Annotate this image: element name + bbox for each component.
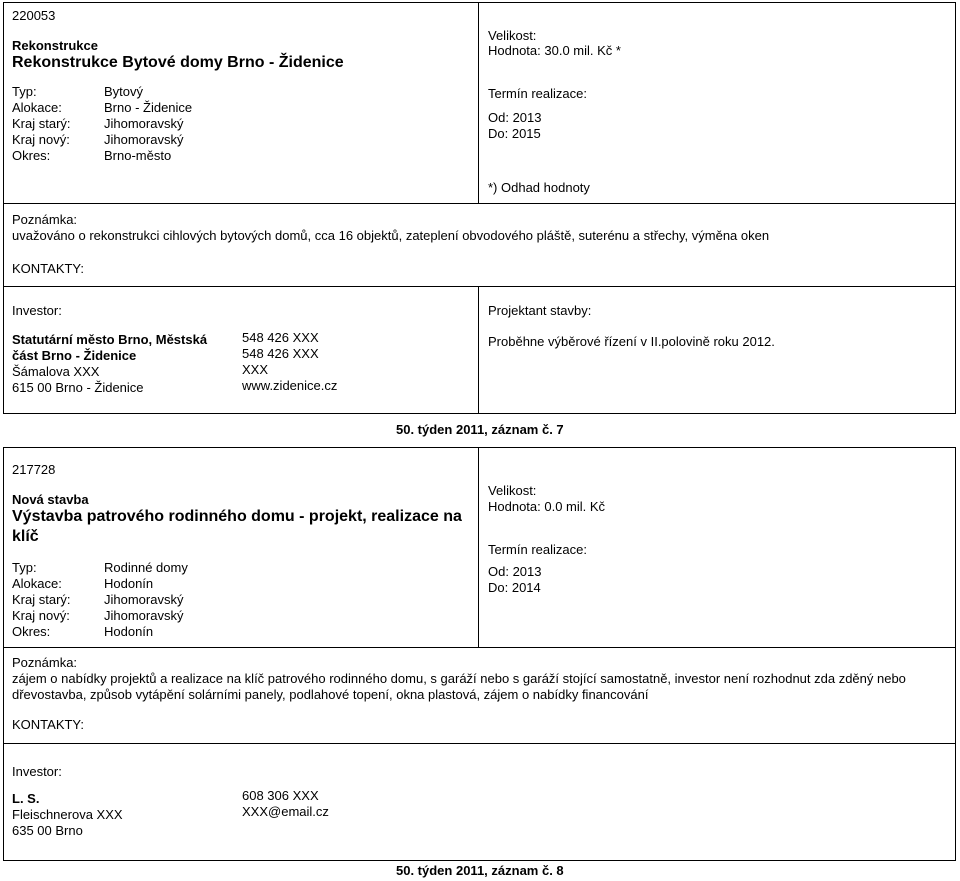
contacts-label: KONTAKTY: bbox=[12, 717, 84, 732]
size-label: Velikost: bbox=[488, 28, 537, 43]
note-text: zájem o nabídky projektů a realizace na klíč patrového rodinného domu, s garáží nebo s garáží stojící samostatně, investor není rozhodnut zda zděný nebo dřevostavba, způsob vytápění solárními panely, podlahové topení, okna plastová, zájem o nabídky financování bbox=[12, 671, 906, 702]
record-footer: 50. týden 2011, záznam č. 8 bbox=[396, 863, 564, 878]
field-value: Jihomoravský bbox=[104, 592, 184, 607]
record-1-header-divider bbox=[3, 203, 956, 204]
field-value: Hodonín bbox=[104, 624, 154, 639]
field-label: Alokace: bbox=[12, 100, 62, 115]
field-value: Brno-město bbox=[104, 148, 172, 163]
investor-label: Investor: bbox=[12, 303, 62, 318]
note-text: uvažováno o rekonstrukci cihlových bytových domů, cca 16 objektů, zateplení obvodového pláště, suterénu a střechy, výměna oken bbox=[12, 228, 770, 243]
field-row-kraj-stary bbox=[12, 592, 188, 608]
record-id: 220053 bbox=[12, 8, 56, 23]
investor-contact-info bbox=[242, 788, 329, 820]
investor-name: část Brno - Židenice bbox=[12, 348, 137, 363]
investor-street: Šámalova XXX bbox=[12, 364, 100, 379]
field-value: Hodonín bbox=[104, 576, 154, 591]
size-label: Velikost: bbox=[488, 483, 537, 498]
investor-email-link[interactable]: XXX@email.cz bbox=[242, 804, 329, 819]
record-id: 217728 bbox=[12, 462, 56, 477]
estimate-note: *) Odhad hodnoty bbox=[488, 180, 590, 195]
field-value: Jihomoravský bbox=[104, 608, 184, 623]
record-fields bbox=[12, 84, 192, 164]
note-label: Poznámka: bbox=[12, 655, 78, 670]
investor-address bbox=[12, 332, 207, 396]
field-row-kraj-stary bbox=[12, 116, 192, 132]
record-category: Rekonstrukce bbox=[12, 38, 98, 53]
investor-name: L. S. bbox=[12, 791, 40, 806]
designer-text: Proběhne výběrové řízení v II.polovině roku 2012. bbox=[488, 334, 775, 349]
investor-phone: 548 426 XXX bbox=[242, 346, 319, 361]
investor-phone: 608 306 XXX bbox=[242, 788, 319, 803]
investor-city: 615 00 Brno - Židenice bbox=[12, 380, 144, 395]
record-2-col-divider-top bbox=[478, 447, 479, 647]
field-row-okres bbox=[12, 624, 188, 640]
field-row-alokace bbox=[12, 576, 188, 592]
term-from: Od: 2013 bbox=[488, 110, 542, 125]
field-label: Kraj starý: bbox=[12, 116, 71, 131]
investor-fax: XXX bbox=[242, 362, 269, 377]
contacts-label: KONTAKTY: bbox=[12, 261, 84, 276]
investor-contact-info bbox=[242, 330, 337, 394]
record-2-header-divider bbox=[3, 647, 956, 648]
size-value: Hodnota: 30.0 mil. Kč * bbox=[488, 43, 621, 58]
field-row-alokace bbox=[12, 100, 192, 116]
term-label: Termín realizace: bbox=[488, 542, 587, 557]
field-label: Kraj nový: bbox=[12, 132, 70, 147]
record-footer: 50. týden 2011, záznam č. 7 bbox=[396, 422, 564, 437]
field-label: Okres: bbox=[12, 624, 51, 639]
size-value: Hodnota: 0.0 mil. Kč bbox=[488, 499, 606, 514]
field-label: Alokace: bbox=[12, 576, 62, 591]
term-to: Do: 2014 bbox=[488, 580, 541, 595]
field-value: Jihomoravský bbox=[104, 132, 184, 147]
field-value: Jihomoravský bbox=[104, 116, 184, 131]
investor-city: 635 00 Brno bbox=[12, 823, 83, 838]
record-1-col-divider-contacts bbox=[478, 286, 479, 414]
field-row-typ bbox=[12, 84, 192, 100]
record-1-col-divider-top bbox=[478, 2, 479, 203]
record-category: Nová stavba bbox=[12, 492, 89, 507]
field-label: Okres: bbox=[12, 148, 51, 163]
investor-name: Statutární město Brno, Městská bbox=[12, 332, 208, 347]
note-label: Poznámka: bbox=[12, 212, 78, 227]
field-row-typ bbox=[12, 560, 188, 576]
investor-address bbox=[12, 791, 123, 839]
investor-label: Investor: bbox=[12, 764, 62, 779]
field-row-okres bbox=[12, 148, 192, 164]
designer-label: Projektant stavby: bbox=[488, 303, 592, 318]
field-row-kraj-novy bbox=[12, 608, 188, 624]
investor-phone: 548 426 XXX bbox=[242, 330, 319, 345]
term-from: Od: 2013 bbox=[488, 564, 542, 579]
record-fields bbox=[12, 560, 188, 640]
investor-street: Fleischnerova XXX bbox=[12, 807, 123, 822]
field-label: Typ: bbox=[12, 560, 37, 575]
field-label: Kraj starý: bbox=[12, 592, 71, 607]
investor-web-link[interactable]: www.zidenice.cz bbox=[242, 378, 338, 393]
field-row-kraj-novy bbox=[12, 132, 192, 148]
field-label: Kraj nový: bbox=[12, 608, 70, 623]
record-title: Rekonstrukce Bytové domy Brno - Židenice bbox=[12, 54, 344, 71]
record-title: Výstavba patrového rodinného domu - projekt, realizace na klíč bbox=[12, 508, 462, 545]
field-value: Bytový bbox=[104, 84, 144, 99]
field-label: Typ: bbox=[12, 84, 37, 99]
record-1-contacts-divider bbox=[3, 286, 956, 287]
term-label: Termín realizace: bbox=[488, 86, 587, 101]
field-value: Rodinné domy bbox=[104, 560, 188, 575]
record-2-contacts-divider bbox=[3, 743, 956, 744]
term-to: Do: 2015 bbox=[488, 126, 541, 141]
field-value: Brno - Židenice bbox=[104, 100, 193, 115]
